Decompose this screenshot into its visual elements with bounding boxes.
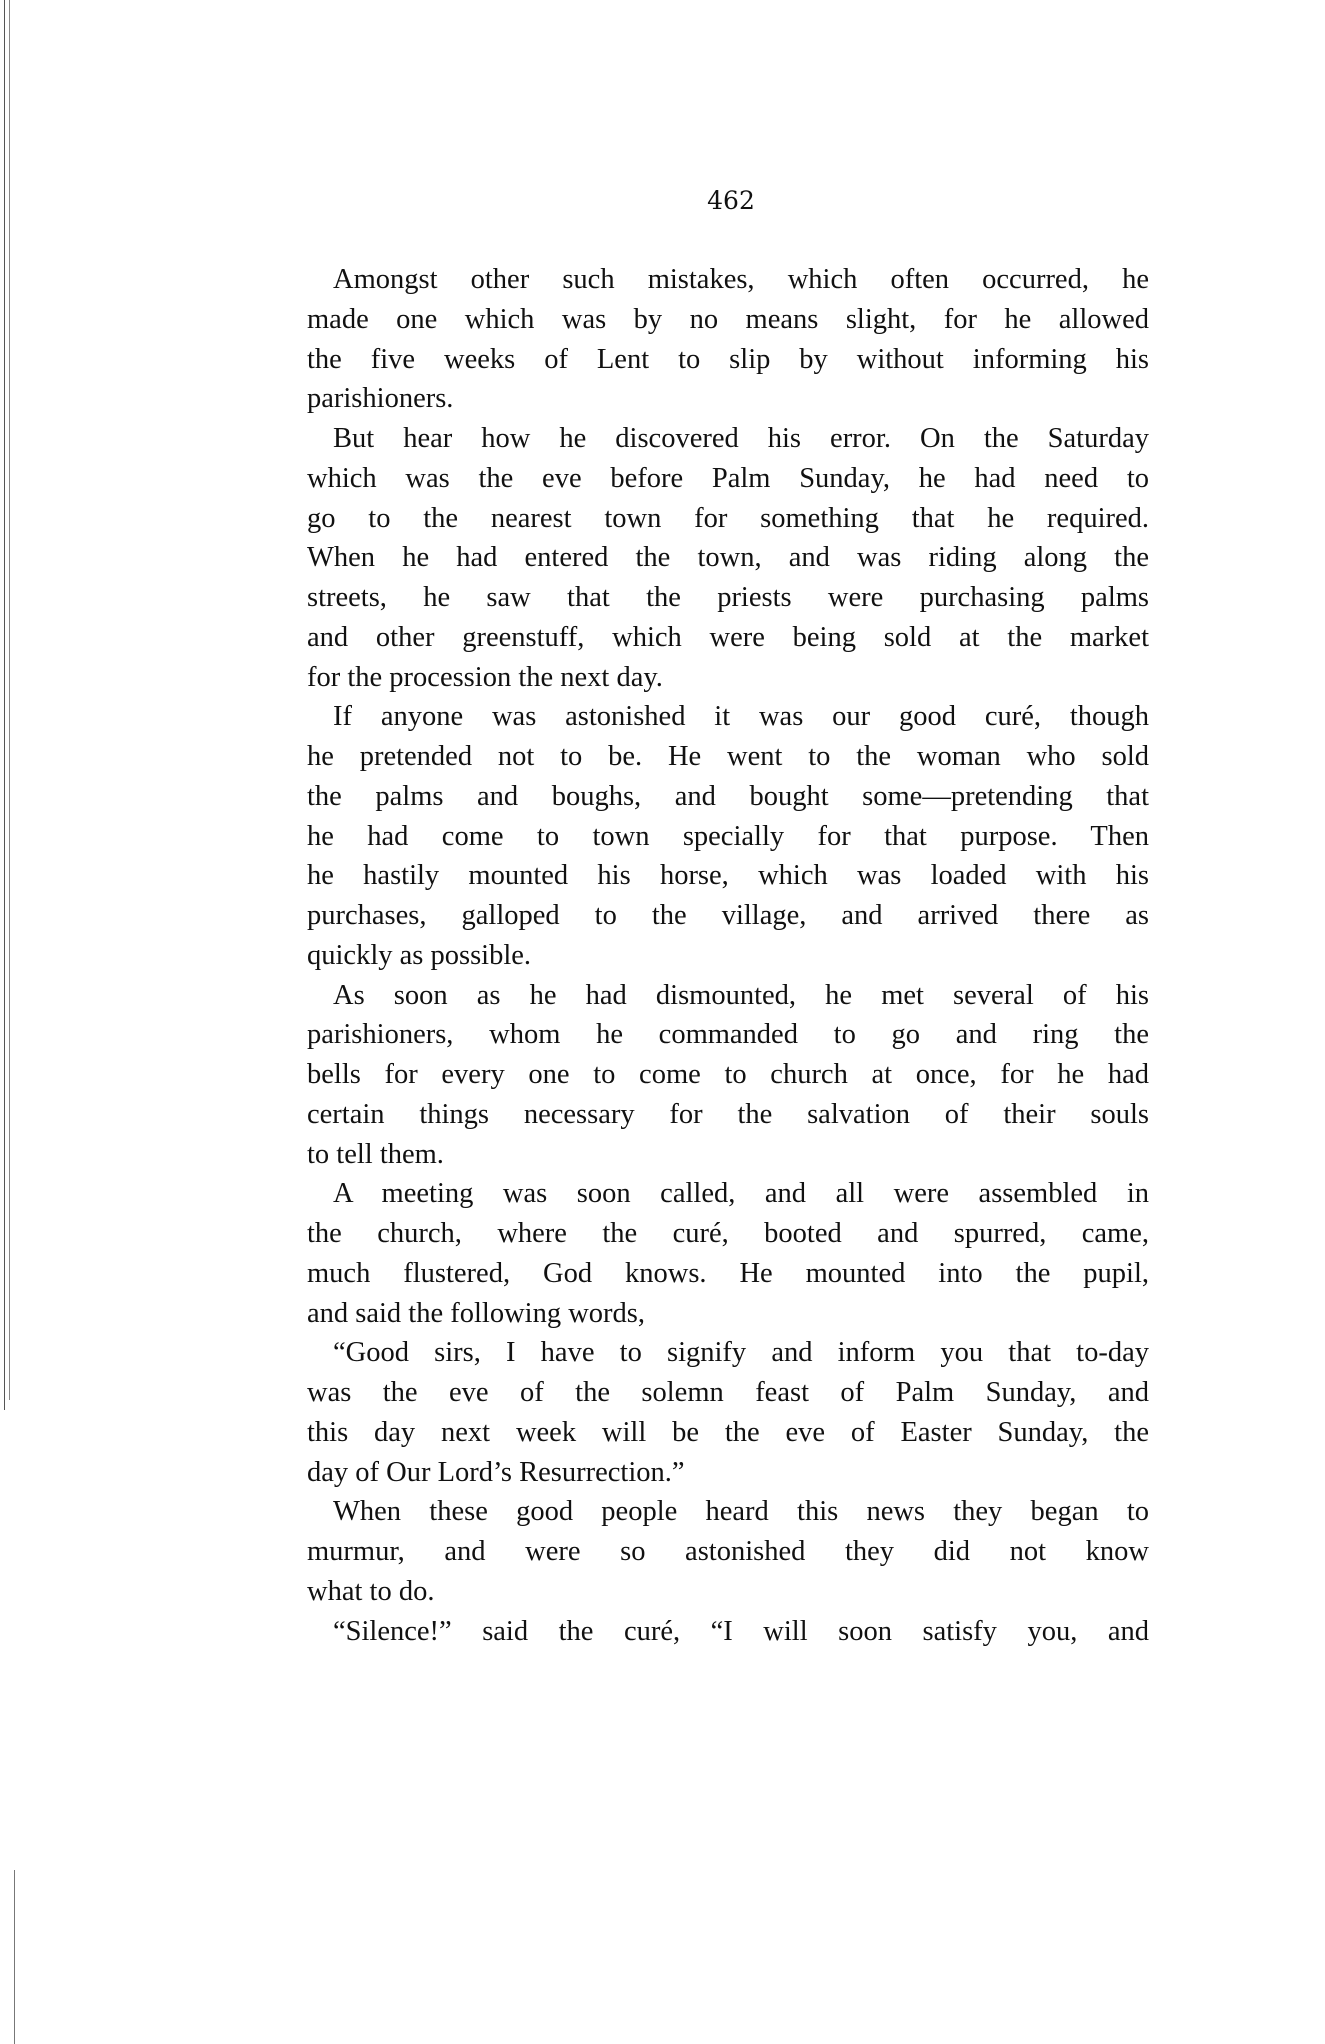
text-line: When he had entered the town, and was riding along the	[307, 542, 1149, 574]
text-line: he had come to town specially for that purpose. Then	[307, 820, 1149, 852]
text-line: If anyone was astonished it was our good curé, though	[333, 701, 1149, 733]
text-line: go to the nearest town for something that he required.	[307, 502, 1149, 534]
text-line: what to do.	[307, 1575, 435, 1607]
text-line: But hear how he discovered his error. On the Saturday	[333, 423, 1149, 454]
text-line: parishioners.	[307, 383, 454, 415]
text-line: was the eve of the solemn feast of Palm Sunday, and	[307, 1377, 1149, 1408]
text-line: the church, where the curé, booted and spurred, came,	[307, 1218, 1149, 1249]
text-line: certain things necessary for the salvation of their souls	[307, 1098, 1149, 1130]
text-line: quickly as possible.	[307, 939, 532, 971]
text-line: the palms and boughs, and bought some—pretending that	[307, 780, 1149, 812]
text-line: murmur, and were so astonished they did not know	[307, 1536, 1149, 1567]
text-line: the five weeks of Lent to slip by without informing his	[307, 343, 1149, 375]
text-line: he hastily mounted his horse, which was loaded with his	[307, 860, 1149, 892]
text-line: “Silence!” said the curé, “I will soon satisfy you, and	[333, 1615, 1149, 1647]
page-number: 462	[707, 186, 755, 215]
scan-edge-line	[14, 1870, 15, 2044]
text-line: this day next week will be the eve of Easter Sunday, the	[307, 1416, 1149, 1448]
text-line: much flustered, God knows. He mounted into the pupil,	[307, 1257, 1149, 1289]
text-line: and other greenstuff, which were being sold at the market	[307, 621, 1149, 653]
text-line: to tell them.	[307, 1138, 444, 1170]
body-text	[307, 260, 1149, 1651]
text-line: Amongst other such mistakes, which often occurred, he	[333, 264, 1149, 295]
text-line: When these good people heard this news they began to	[333, 1496, 1149, 1528]
text-line: As soon as he had dismounted, he met several of his	[333, 979, 1149, 1011]
text-line: which was the eve before Palm Sunday, he had need to	[307, 462, 1149, 494]
text-line: streets, he saw that the priests were purchasing palms	[307, 582, 1149, 613]
text-line: day of Our Lord’s Resurrection.”	[307, 1456, 685, 1488]
text-line: and said the following words,	[307, 1297, 645, 1329]
text-line: bells for every one to come to church at once, for he had	[307, 1059, 1149, 1090]
text-line: for the procession the next day.	[307, 661, 663, 693]
text-line: he pretended not to be. He went to the woman who sold	[307, 741, 1149, 772]
text-line: “Good sirs, I have to signify and inform you that to-day	[333, 1337, 1149, 1369]
text-line: purchases, galloped to the village, and arrived there as	[307, 900, 1149, 931]
text-line: A meeting was soon called, and all were assembled in	[333, 1178, 1149, 1210]
text-line: parishioners, whom he commanded to go and ring the	[307, 1019, 1149, 1051]
text-line: made one which was by no means slight, for he allowed	[307, 303, 1149, 335]
